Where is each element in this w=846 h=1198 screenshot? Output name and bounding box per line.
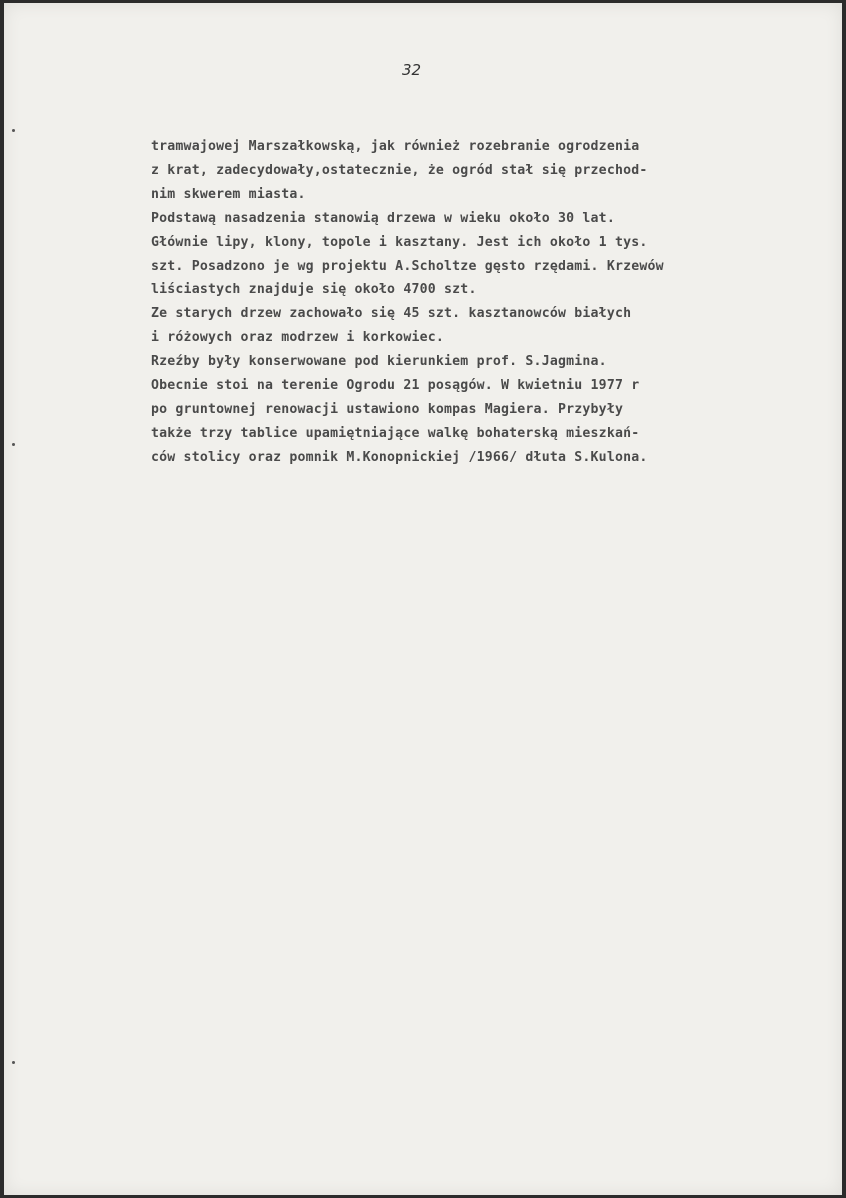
margin-mark bbox=[12, 129, 15, 132]
page-number: 32 bbox=[402, 61, 422, 79]
text-line: Podstawą nasadzenia stanowią drzewa w wieku około 30 lat. bbox=[151, 210, 615, 226]
text-line: Ze starych drzew zachowało się 45 szt. kasztanowców białych bbox=[151, 306, 632, 322]
text-line: tramwajowej Marszałkowską, jak również rozebranie ogrodzenia bbox=[151, 139, 640, 154]
text-line: z krat, zadecydowały,ostatecznie, że ogród stał się przechod- bbox=[151, 162, 648, 178]
text-line: nim skwerem miasta. bbox=[151, 186, 306, 202]
text-line: Rzeźby były konserwowane pod kierunkiem prof. S.Jagmina. bbox=[151, 354, 607, 370]
text-line: ców stolicy oraz pomnik M.Konopnickiej /1966/ dłuta S.Kulona. bbox=[151, 449, 648, 465]
text-line: liściastych znajduje się około 4700 szt. bbox=[151, 282, 477, 298]
text-line: po gruntownej renowacji ustawiono kompas Magiera. Przybyły bbox=[151, 401, 624, 417]
text-line: Głównie lipy, klony, topole i kasztany. Jest ich około 1 tys. bbox=[151, 234, 648, 250]
margin-mark bbox=[12, 1061, 15, 1064]
document-page bbox=[4, 3, 842, 1195]
text-line: Obecnie stoi na terenie Ogrodu 21 posągów. W kwietniu 1977 r bbox=[151, 378, 640, 394]
text-line: także trzy tablice upamiętniające walkę bohaterską mieszkań- bbox=[151, 425, 640, 441]
margin-mark bbox=[12, 443, 15, 446]
typed-text-block bbox=[151, 135, 831, 470]
text-line: i różowych oraz modrzew i korkowiec. bbox=[151, 330, 445, 346]
text-line: szt. Posadzono je wg projektu A.Scholtze gęsto rzędami. Krzewów bbox=[151, 258, 664, 274]
